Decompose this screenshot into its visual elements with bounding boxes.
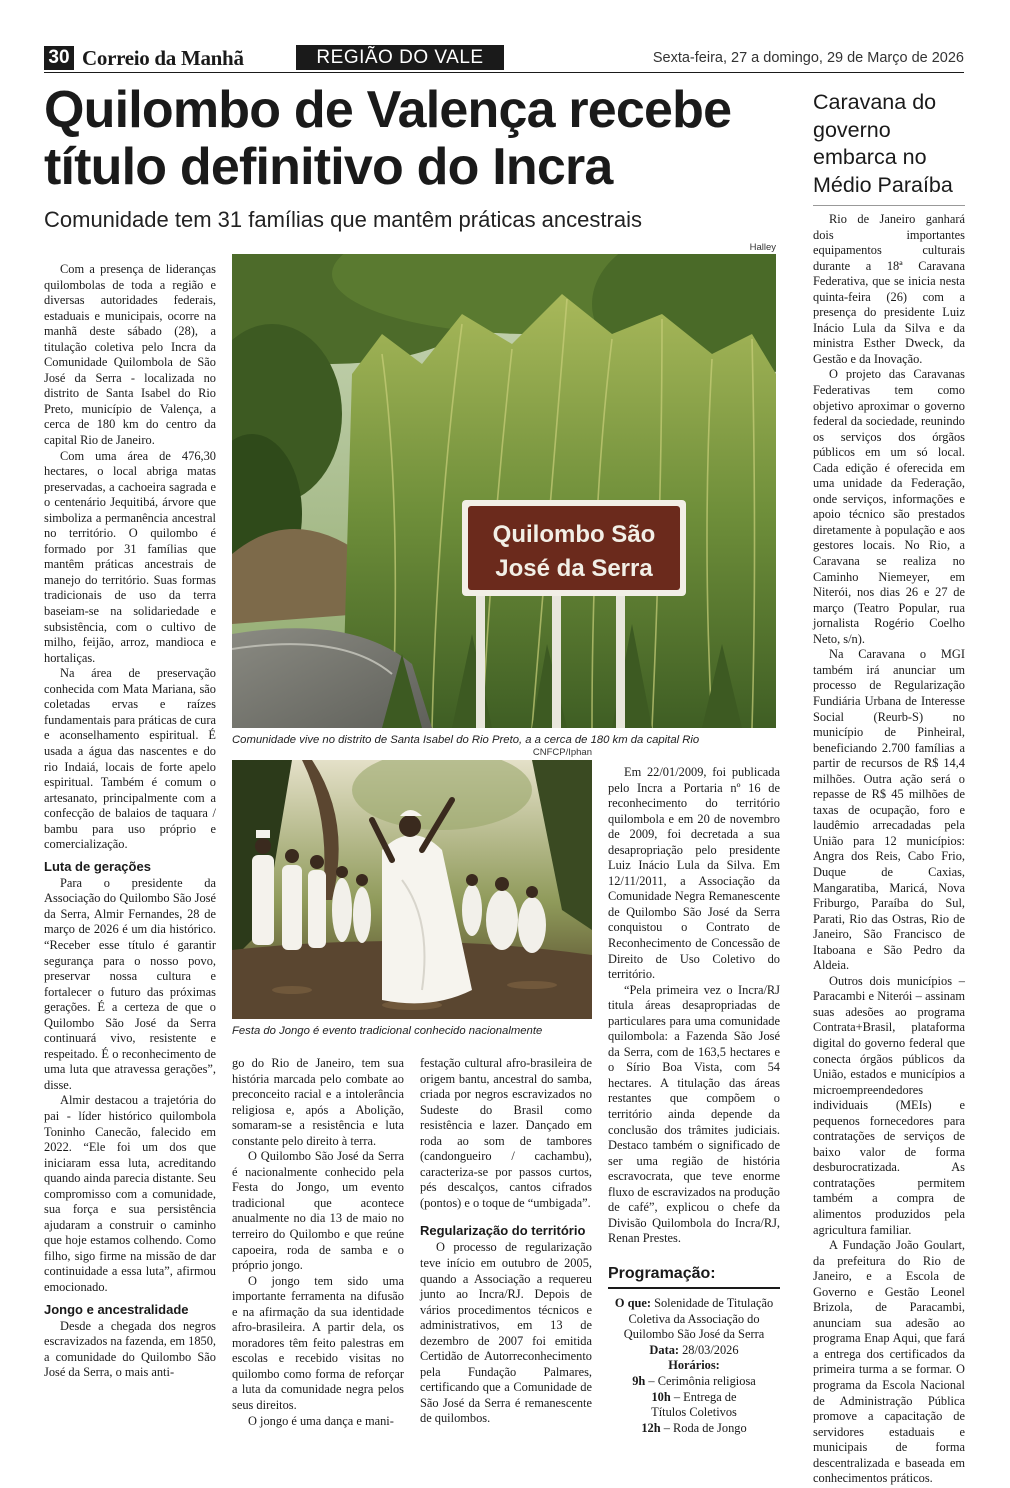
- subhead-regularizacao: Regularização do território: [420, 1223, 586, 1239]
- edition-date: Sexta-feira, 27 a domingo, 29 de Março de 2026: [652, 50, 964, 66]
- sign-line-2: José da Serra: [495, 555, 653, 582]
- article-paragraph: Para o presidente da Associação do Quilombo São José da Serra, Almir Fernandes, 28 de março de 2026 é um dia histórico. “Receber esse título é garantir segurança para o nosso povo, preservar nossa cultura e fortalecer o futuro das próximas gerações. É a certeza de que o Quilombo São José da Serra continuará vivo, resistente e respeitado. É o reconhecimento de uma luta que atravessa gerações”, disse.: [44, 875, 216, 1092]
- headline: Quilombo de Valença recebe título definitivo do Incra: [44, 81, 732, 196]
- section-label: REGIÃO DO VALE: [296, 45, 504, 70]
- program-item-text: Títulos Coletivos: [651, 1405, 737, 1420]
- sidebar-paragraph: Outros dois municípios – Paracambi e Niterói – assinam suas adesões ao programa Contrata+Brasil, plataforma digital do governo federal que conecta órgãos públicos da União, estados e municípios a microempreendedores individuais (MEIs) e pequenos fornecedores para contratações de serviços de baixo valor de forma desburocratizada. As contratações permitem também a compra de alimentos produzidos pela agricultura familiar.: [813, 973, 965, 1237]
- program-item: [608, 1374, 780, 1390]
- program-what-label: O que:: [614, 1296, 651, 1310]
- photo-caption: Comunidade vive no distrito de Santa Isabel do Rio Preto, a a cerca de 180 km da capital Rio: [232, 734, 700, 746]
- program-item-text: – Entrega de: [670, 1389, 737, 1404]
- program-schedule-label: Horários:: [668, 1358, 720, 1373]
- program-box: [608, 1296, 780, 1436]
- program-title-rule: [608, 1287, 780, 1289]
- program-date-label: Data:: [649, 1342, 680, 1357]
- sign-line-1: Quilombo São: [492, 521, 656, 548]
- program-item: [608, 1421, 780, 1437]
- program-item-time: 9h: [632, 1373, 646, 1388]
- article-paragraph: Em 22/01/2009, foi publicada pelo Incra a Portaria nº 16 de reconhecimento do território quilombola e em 20 de novembro de 2009, foi decretada a sua desapropriação pelo presidente Luiz Inácio Lula da Silva. Em 12/11/2011, a Associação da Comunidade Negra Remanescente de Quilombo São José da Serra conquistou o Contrato de Reconhecimento de Concessão de Direito de Uso Coletivo do território.: [608, 765, 780, 982]
- article-column-2: [232, 1056, 404, 1429]
- program-item-text: – Cerimônia religiosa: [645, 1373, 756, 1388]
- article-column-3: [420, 1056, 592, 1427]
- photo-caption: Festa do Jongo é evento tradicional conhecido nacionalmente: [232, 1025, 543, 1037]
- sidebar-paragraph: O projeto das Caravanas Federativas tem como objetivo aproximar o governo federal da sociedade, reunindo os serviços dos órgãos públicos em um só local. Cada edição é oferecida em uma unidade da Federação, onde serviços, informações e apoio técnico são prestados diretamente à população e aos gestores locais. No Rio, a Caravana se realiza no Caminho Niemeyer, em Niterói, nos dias 26 e 27 de março (Teatro Popular, rua jornalista Rogério Coelho Neto, s/n).: [813, 367, 965, 646]
- article-paragraph: Com uma área de 476,30 hectares, o local abriga matas preservadas, a cachoeira sagrada e o centenário Jequitibá, árvore que simboliza a permanência ancestral no território. O quilombo é formado por 31 famílias que mantêm práticas ancestrais de manejo do território. Suas formas tradicionais de uso da terra baseiam-se na solidariedade e subsistência, com o cultivo de milho, feijão, arroz, mandioca e hortaliças.: [44, 448, 216, 665]
- sidebar-title: Caravana do governo embarca no Médio Paraíba: [813, 90, 953, 197]
- program-date: [608, 1343, 780, 1359]
- sidebar-rule: [813, 205, 965, 206]
- article-paragraph: Na área de preservação conhecida com Mata Mariana, são coletadas ervas e raízes fundamentais para práticas de cura e aconselhamento espiritual. É usada a água das nascentes e do rio Indaiá, locais de forte apelo espiritual. Também é comum o artesanato, principalmente com a confecção de balaios de taquara / bambu para uso próprio e comercialização.: [44, 666, 217, 852]
- article-paragraph: Com a presença de lideranças quilombolas de toda a região e diversas autoridades federais, estaduais e municipais, ocorre na manhã deste sábado (28), a titulação coletiva pelo Incra da Comunidade Quilombola de São José da Serra - localizada no distrito de Santa Isabel do Rio Preto, município de Valença, a cerca de 180 km do centro da capital Rio de Janeiro.: [44, 262, 216, 448]
- page-number: 30: [44, 46, 74, 70]
- program-item-time: 10h: [651, 1389, 671, 1404]
- photo-credit: CNFCP/Iphan: [532, 747, 592, 758]
- article-paragraph: go do Rio de Janeiro, tem sua história marcada pelo combate ao preconceito racial e a intolerância religiosa e, após a Abolição, somaram-se a resistência e luta constante pelo direito à terra.: [232, 1056, 404, 1148]
- header-rule: [44, 72, 964, 73]
- article-column-1: [44, 262, 216, 1381]
- program-item: [608, 1390, 780, 1406]
- article-paragraph: Desde a chegada dos negros escravizados na fazenda, em 1850, a comunidade do Quilombo São José da Serra, o mais anti-: [44, 1318, 217, 1380]
- sidebar-body: [813, 212, 965, 1487]
- program-item-time: 12h: [641, 1420, 661, 1435]
- photo-quilombo-sign-image: [232, 254, 776, 728]
- program-what: [608, 1296, 780, 1343]
- article-paragraph: “Pela primeira vez o Incra/RJ titula áreas desapropriadas de particulares para uma comunidade quilombola: a Fazenda São José da Serra, com de 163,5 hectares e o Sírio Boa Vista, com 54 hectares. A titulação das áreas restantes que compõem o território ainda depende da conclusão dos trâmites judiciais. Destaco também o significado de ser uma região de história escravocrata, que teve enorme fluxo de escravizados na produção de café”, explicou o chefe da Divisão Quilombola do Incra/RJ, Renan Prestes.: [608, 982, 780, 1246]
- subhead-jongo: Jongo e ancestralidade: [44, 1301, 189, 1317]
- article-paragraph: O processo de regularização teve início em outubro de 2005, quando a Associação a requereu junto ao Incra/RJ. Depois de vários procedimentos técnicos e administrativos, em 13 de dezembro de 2007 foi emitida Certidão de Autorreconhecimento pela Fundação Palmares, certificando que a Comunidade de São José da Serra é remanescente de quilombos.: [420, 1240, 592, 1426]
- photo-jongo-dancers: [232, 760, 592, 1019]
- article-column-4: [608, 765, 780, 1247]
- program-date-text: 28/03/2026: [679, 1342, 739, 1357]
- subhead-luta-de-geracoes: Luta de gerações: [44, 858, 151, 874]
- program-item-text: – Roda de Jongo: [660, 1420, 747, 1435]
- photo-quilombo-sign: [232, 254, 776, 728]
- photo-jongo-dancers-image: [232, 760, 592, 1019]
- article-paragraph: O jongo é uma dança e mani-: [248, 1413, 394, 1428]
- program-item: [608, 1405, 780, 1421]
- photo-credit: Halley: [749, 242, 776, 253]
- article-paragraph: Almir destacou a trajetória do pai - líder histórico quilombola Toninho Canecão, falecido em 2022. “Ele foi um dos que iniciaram essa luta, acreditando quando ainda parecia distante. Seu compromisso com a comunidade, sua força e sua persistência ajudaram a construir o caminho que hoje estamos colhendo. Como filho, sigo firme na missão de dar continuidade a essa luta”, afirmou emocionado.: [44, 1093, 216, 1294]
- sidebar-paragraph: Na Caravana o MGI também irá anunciar um processo de Regularização Fundiária Urbana de Interesse Social (Reurb-S) no município de Pinheiral, beneficiando 2.700 famílias a partir de recursos de R$ 14,4 milhões. Outra ação será o repasse de R$ 45 milhões de taxas de ocupação, foro e laudêmio arrecadadas pela União para 12 municípios: Angra dos Reis, Cabo Frio, Duque de Caxias, Mangaratiba, Maricá, Nova Friburgo, Paraíba do Sul, Parati, Rio das Ostras, Rio de Janeiro, São Francisco de Itaboana e São Pedro da Aldeia.: [813, 647, 965, 973]
- program-what-text: Solenidade de Titulação Coletiva da Associação do Quilombo São José da Serra: [623, 1296, 774, 1342]
- sidebar-paragraph: Rio de Janeiro ganhará dois importantes equipamentos culturais durante a 18ª Caravana Federativa, que se inicia nesta quinta-feira (26) com a presença do presidente Luiz Inácio Lula da Silva e da ministra Esther Dweck, da Gestão e da Inovação.: [813, 212, 965, 366]
- newspaper-name: Correio da Manhã: [82, 46, 244, 70]
- article-paragraph: O jongo tem sido uma importante ferramenta na difusão e na afirmação da sua identidade afro-brasileira. A partir dela, os moradores têm feito palestras em escolas e recebido visitas no quilombo como forma de reforçar a luta da comunidade negra pelos seus direitos.: [232, 1273, 404, 1413]
- article-paragraph: O Quilombo São José da Serra é nacionalmente conhecido pela Festa do Jongo, um evento tradicional que acontece anualmente no dia 13 de maio no terreiro do Quilombo e que reúne capoeira, roda de samba e o próprio jongo.: [232, 1149, 404, 1273]
- program-title: Programação:: [608, 1265, 716, 1282]
- sidebar-paragraph: A Fundação João Goulart, da prefeitura do Rio de Janeiro, e a Escola de Governo e Gestão Leonel Brizola, de Paracambi, anunciam sua adesão ao programa Enap Aqui, que fará a entrega dos certificados da primeira turma a se formar. O programa da Escola Nacional de Administração Pública promove a capacitação de servidores estaduais e municipais de forma descentralizada e baseada em conhecimentos práticos.: [813, 1238, 965, 1486]
- subheadline: Comunidade tem 31 famílias que mantêm práticas ancestrais: [44, 207, 642, 232]
- article-paragraph: festação cultural afro-brasileira de origem bantu, ancestral do samba, criada por negros escravizados no Sudeste do Brasil como resistência e lazer. Dançado em roda ao som de tambores (candongueiro / cachambu), caracteriza-se por passos curtos, pés descalços, cantos cifrados (pontos) e o toque de “umbigada”.: [420, 1056, 592, 1210]
